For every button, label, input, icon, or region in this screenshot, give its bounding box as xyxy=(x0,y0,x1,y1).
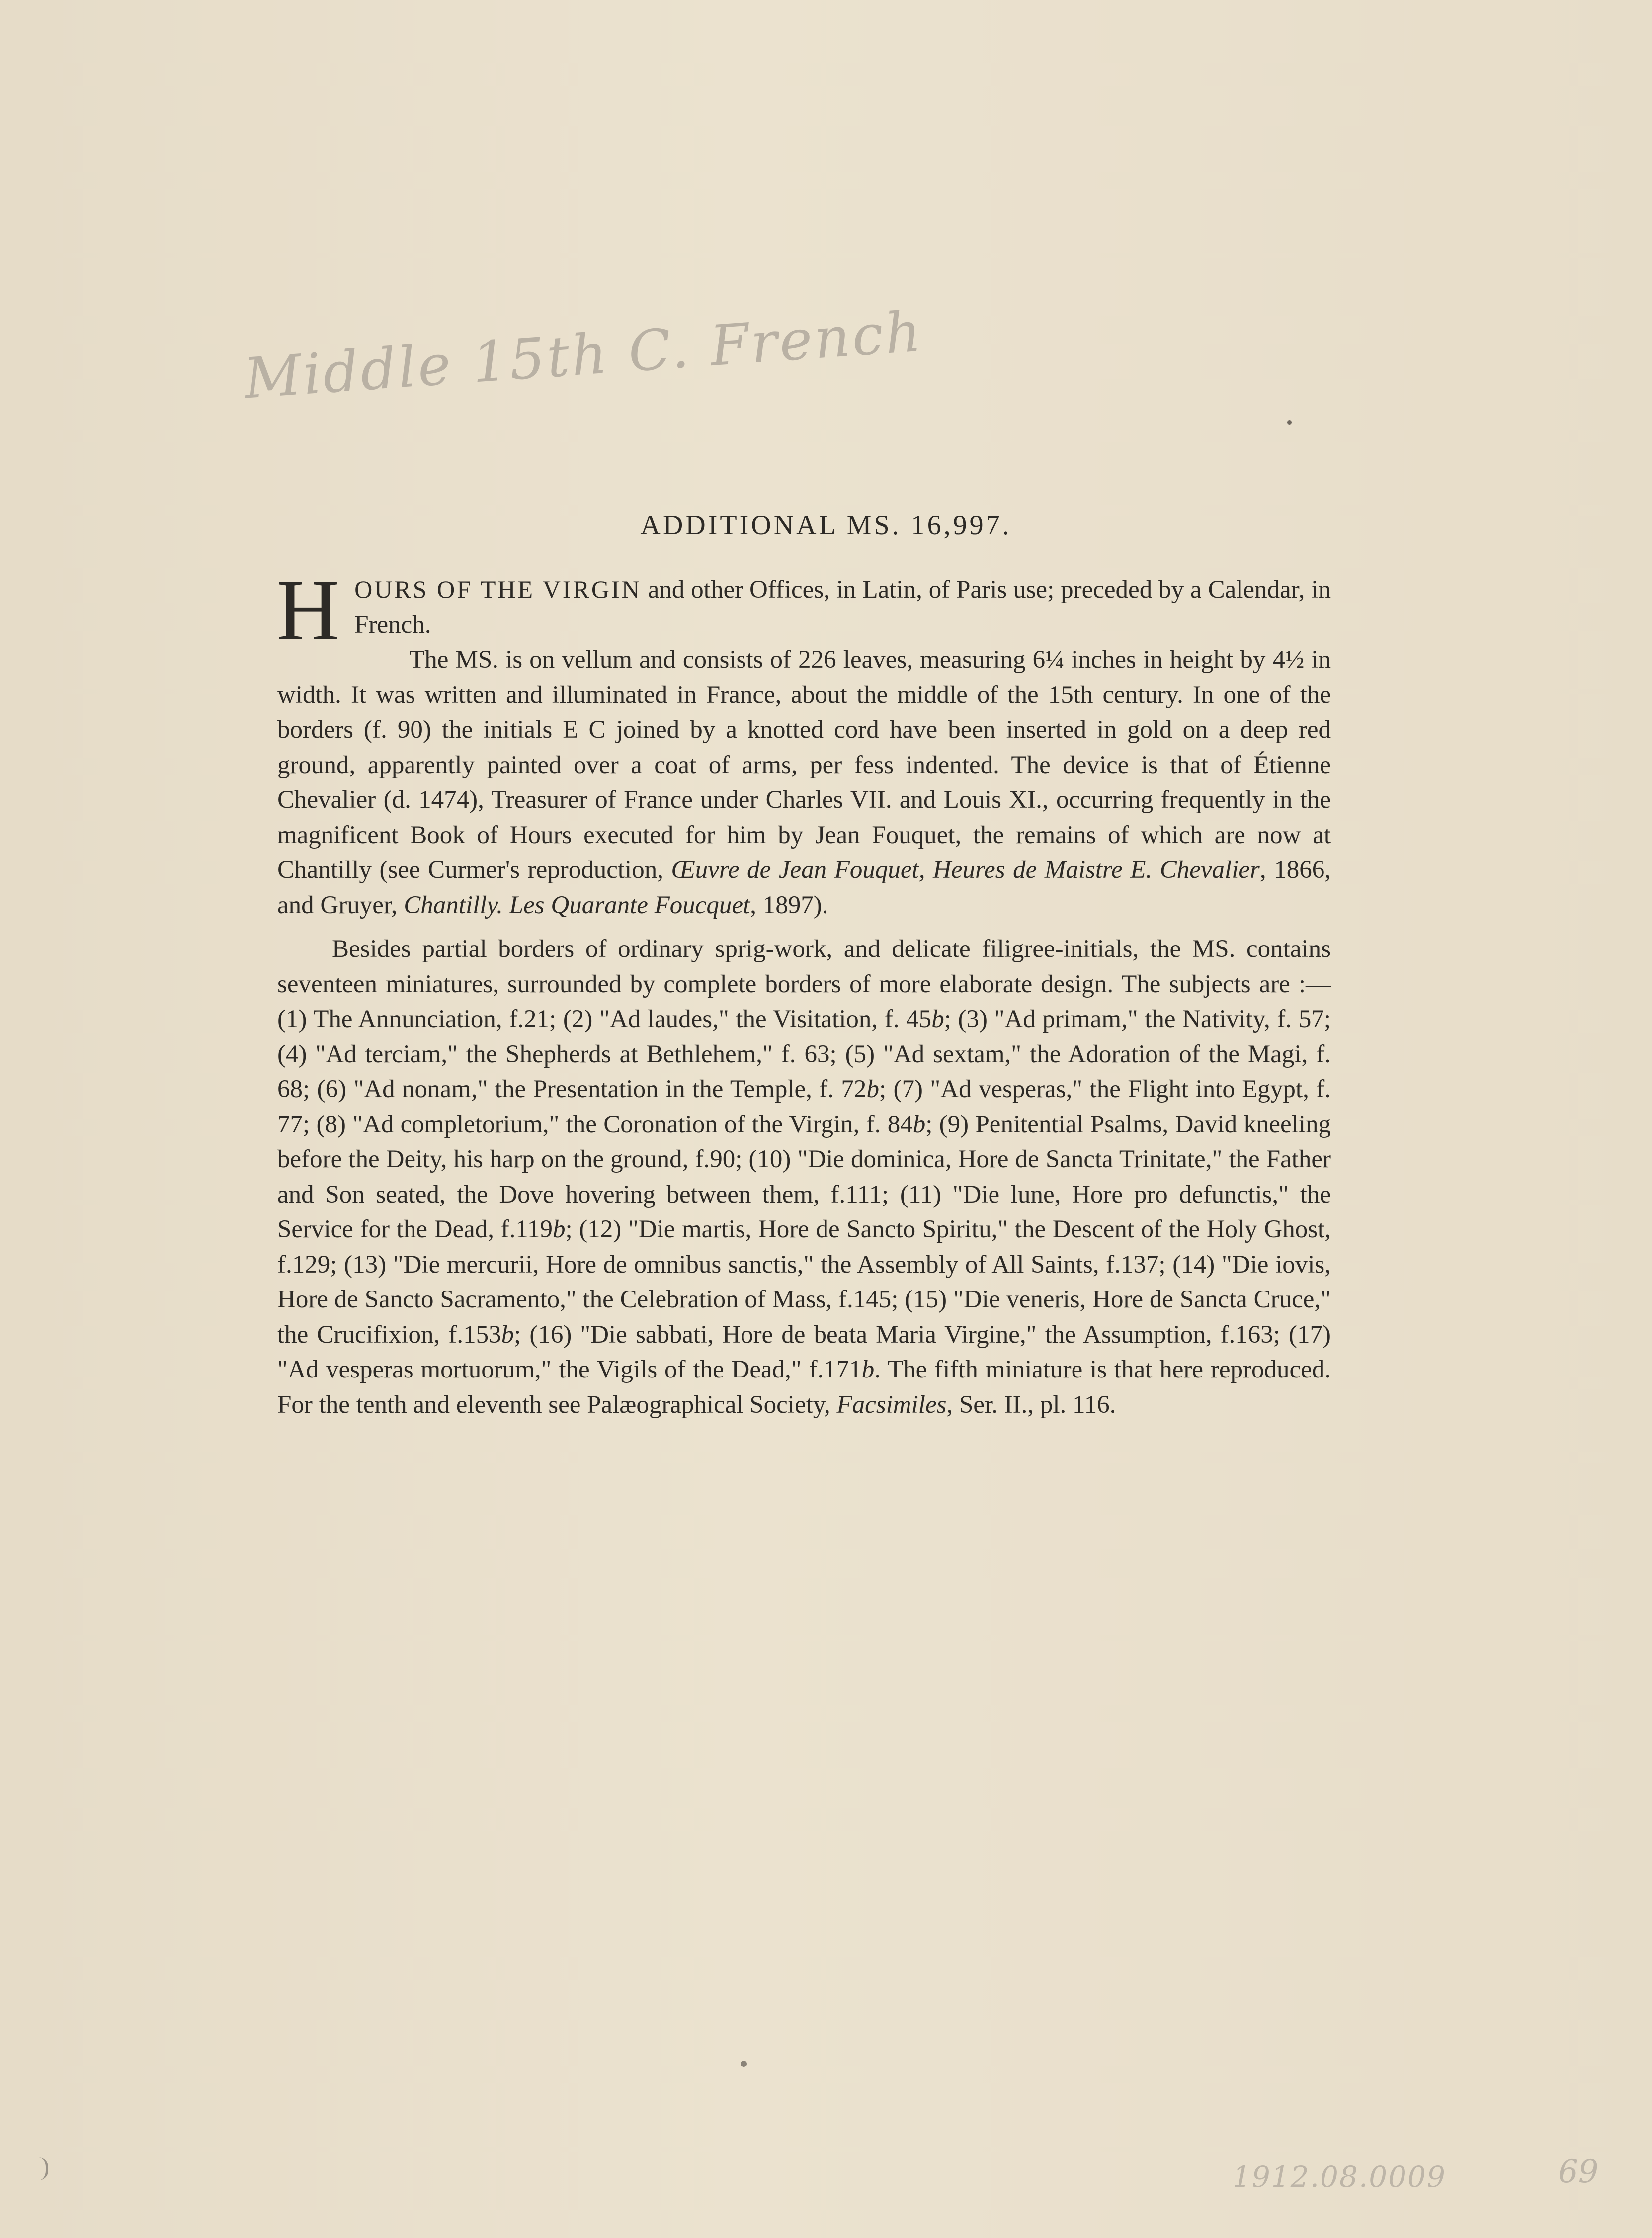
text-run: ; (7) "Ad vesperas," the Flight into Egypt, f. 77; (8) "Ad completorium," the Coronation of the Virgin, f. 84 xyxy=(277,1075,1331,1138)
italic-folio-suffix: b xyxy=(912,1110,926,1138)
page-number: 69 xyxy=(1558,2153,1599,2190)
ink-speck xyxy=(741,2061,747,2067)
text-run: ; (9) Penitential Psalms, David kneeling before the Deity, his harp on the ground, f.90; (10) "Die dominica, Hore de Sancta Trinitate," the Father and Son seated, the Dove hovering between them, f.111; (11) "Die lune, Hore pro defunctis," the Service for the Dead, f.119 xyxy=(277,1110,1331,1243)
text-run: Besides partial borders of ordinary sprig-work, and delicate filigree-initials, the MS. contains seventeen miniatures, surrounded by complete borders of more elaborate design. The subjects are :—(1) The Annunciation, f.21; (2) "Ad laudes," the Visitation, f. 45 xyxy=(277,935,1331,1033)
body-text xyxy=(276,562,1331,1422)
italic-folio-suffix: b xyxy=(861,1356,875,1383)
italic-folio-suffix: b xyxy=(552,1215,566,1243)
text-run: , Ser. II., pl. 116. xyxy=(946,1390,1116,1419)
italic-title: Chantilly. Les Quarante Foucquet xyxy=(404,891,750,919)
text-run: The MS. is on vellum and consists of 226 leaves, measuring 6¼ inches in height by 4½ in width. It was written and illuminated in France, about the middle of the 15th century. In one of the borders (f. 90) the initials E C joined by a knotted cord have been inserted in gold on a deep red ground, apparently painted over a coat of arms, per fess indented. The device is that of Étienne Chevalier (d. 1474), Treasurer of France under Charles VII. and Louis XI., occurring frequently in the magnificent Book of Hours executed for him by Jean Fouquet, the remains of which are now at Chantilly (see Curmer's reproduction, xyxy=(277,646,1331,884)
text-run: , 1897). xyxy=(750,891,828,919)
text-run: . The fifth miniature is that here reproduced. For the tenth and eleventh see Palæographical Society, xyxy=(277,1356,1331,1419)
italic-folio-suffix: b xyxy=(501,1320,514,1349)
paragraph-description xyxy=(277,642,1331,923)
italic-folio-suffix: b xyxy=(931,1005,944,1033)
ink-speck xyxy=(1287,420,1292,425)
manuscript-heading: ADDITIONAL MS. 16,997. xyxy=(640,510,1012,541)
handwritten-note: Middle 15th C. French xyxy=(242,299,925,412)
intro-rest: and other Offices, in Latin, of Paris use; preceded by a Calendar, in French. xyxy=(354,576,1331,639)
text-run: , 1866, and Gruyer, xyxy=(277,856,1331,919)
intro-paragraph xyxy=(276,562,1331,659)
italic-title: Œuvre de Jean Fouquet, Heures de Maistre E. Chevalier xyxy=(671,856,1260,884)
edge-mark xyxy=(39,2157,48,2180)
intro-caps: OURS OF THE VIRGIN xyxy=(354,575,642,603)
italic-title: Facsimiles xyxy=(836,1390,947,1419)
italic-folio-suffix: b xyxy=(866,1075,879,1103)
text-run: ; (12) "Die martis, Hore de Sancto Spiritu," the Descent of the Holy Ghost, f.129; (13) "Die mercurii, Hore de omnibus sanctis," the Assembly of All Saints, f.137; (14) "Die iovis, Hore de Sancto Sacramento," the Celebration of Mass, f.145; (15) "Die veneris, Hore de Sancta Cruce," the Crucifixion, f.153 xyxy=(277,1215,1331,1349)
text-run: ; (3) "Ad primam," the Nativity, f. 57; (4) "Ad terciam," the Shepherds at Bethlehem," f. 63; (5) "Ad sextam," the Adoration of the Magi, f. 68; (6) "Ad nonam," the Presentation in the Temple, f. 72 xyxy=(277,1005,1331,1103)
paragraph-miniatures xyxy=(277,932,1331,1422)
drop-cap: H xyxy=(276,562,340,659)
text-run: ; (16) "Die sabbati, Hore de beata Maria Virgine," the Assumption, f.163; (17) "Ad vesperas mortuorum," the Vigils of the Dead," f.171 xyxy=(277,1320,1331,1383)
accession-number: 1912.08.0009 xyxy=(1233,2160,1446,2194)
